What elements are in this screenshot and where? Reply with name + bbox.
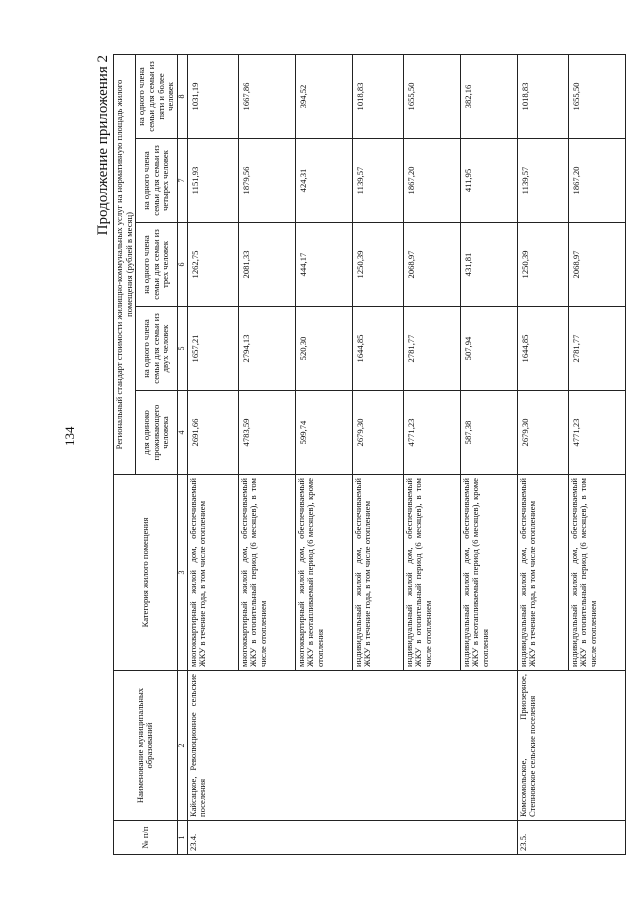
value-cell: 382,16: [460, 54, 517, 138]
row-num: 23.5.: [517, 821, 625, 855]
municipality-name: Комсомольское, Приозерное, Степновское сельские поселения: [517, 671, 625, 821]
subcol-header: на одного члена семьи для семьи из трех человек: [136, 223, 178, 307]
category-cell: многоквартирный жилой дом, обеспечиваемый ЖКУ в отопительный период (6 месяцев), в том числе отоплением: [238, 475, 295, 671]
subcol-header: на одного члена семьи для семьи из двух человек: [136, 307, 178, 391]
value-cell: 1018,83: [352, 54, 403, 138]
value-cell: 4771,23: [403, 391, 460, 475]
value-cell: 2068,97: [568, 223, 625, 307]
page-number: 134: [62, 426, 77, 446]
subcol-header: на одного члена семьи для семьи из четырех человек: [136, 139, 178, 223]
value-cell: 444,17: [295, 223, 352, 307]
value-cell: 1139,57: [352, 139, 403, 223]
col-index: 8: [177, 54, 187, 138]
housing-cost-table: [113, 54, 626, 855]
value-cell: 2794,13: [238, 307, 295, 391]
col-index: 6: [177, 223, 187, 307]
value-cell: 1250,39: [352, 223, 403, 307]
value-cell: 1151,93: [187, 139, 238, 223]
value-cell: 1250,39: [517, 223, 568, 307]
value-cell: 1867,20: [403, 139, 460, 223]
category-cell: индивидуальный жилой дом, обеспечиваемый ЖКУ в неотапливаемый период (6 месяцев), кроме отопления: [460, 475, 517, 671]
col-index: 1: [177, 821, 187, 855]
value-cell: 1655,50: [568, 54, 625, 138]
value-cell: 520,30: [295, 307, 352, 391]
value-cell: 4771,23: [568, 391, 625, 475]
value-cell: 2679,30: [352, 391, 403, 475]
column-index-row: [177, 54, 187, 854]
table-row: [517, 54, 568, 854]
value-cell: 1262,75: [187, 223, 238, 307]
header-standard: Региональный стандарт стоимости жилищно-коммунальных услуг на нормативную площадь жилого помещения (рублей в месяц): [114, 54, 136, 474]
category-cell: многоквартирный жилой дом, обеспечиваемый ЖКУ в течение года, в том числе отоплением: [187, 475, 238, 671]
value-cell: 1031,19: [187, 54, 238, 138]
value-cell: 507,94: [460, 307, 517, 391]
value-cell: 431,81: [460, 223, 517, 307]
header-category: Категория жилого помещения: [114, 475, 178, 671]
value-cell: 394,52: [295, 54, 352, 138]
value-cell: 587,38: [460, 391, 517, 475]
row-num: 23.4.: [187, 821, 517, 855]
value-cell: 1139,57: [517, 139, 568, 223]
value-cell: 1867,20: [568, 139, 625, 223]
header-name: Наименование муниципальных образований: [114, 671, 178, 821]
col-index: 7: [177, 139, 187, 223]
value-cell: 424,31: [295, 139, 352, 223]
value-cell: 411,95: [460, 139, 517, 223]
value-cell: 2781,77: [403, 307, 460, 391]
value-cell: 4783,59: [238, 391, 295, 475]
col-index: 5: [177, 307, 187, 391]
municipality-name: Кайсацкое, Революционное сельские поселения: [187, 671, 517, 821]
value-cell: 2691,66: [187, 391, 238, 475]
category-cell: индивидуальный жилой дом, обеспечиваемый ЖКУ в отопительный период (6 месяцев), в том числе отоплением: [568, 475, 625, 671]
header-row: [114, 54, 136, 854]
value-cell: 599,74: [295, 391, 352, 475]
value-cell: 1667,86: [238, 54, 295, 138]
value-cell: 2781,77: [568, 307, 625, 391]
value-cell: 2679,30: [517, 391, 568, 475]
value-cell: 1879,56: [238, 139, 295, 223]
col-index: 3: [177, 475, 187, 671]
rotated-page-content: [95, 55, 598, 855]
category-cell: индивидуальный жилой дом, обеспечиваемый ЖКУ в течение года, в том числе отоплением: [352, 475, 403, 671]
header-num: № п/п: [114, 821, 178, 855]
value-cell: 1657,21: [187, 307, 238, 391]
value-cell: 2081,33: [238, 223, 295, 307]
category-cell: многоквартирный жилой дом, обеспечиваемый ЖКУ в неотапливаемый период (6 месяцев), кроме отопления: [295, 475, 352, 671]
value-cell: 2068,97: [403, 223, 460, 307]
table-row: [187, 54, 238, 854]
subcol-header: для одиноко проживающего человека: [136, 391, 178, 475]
category-cell: индивидуальный жилой дом, обеспечиваемый ЖКУ в течение года, в том числе отоплением: [517, 475, 568, 671]
value-cell: 1655,50: [403, 54, 460, 138]
value-cell: 1644,85: [352, 307, 403, 391]
col-index: 4: [177, 391, 187, 475]
appendix-label: Продолжение приложения 2: [95, 55, 111, 236]
category-cell: индивидуальный жилой дом, обеспечиваемый ЖКУ в отопительный период (6 месяцев), в том числе отоплением: [403, 475, 460, 671]
col-index: 2: [177, 671, 187, 821]
subcol-header: на одного члена семьи для семьи из пяти и более человек: [136, 54, 178, 138]
value-cell: 1644,85: [517, 307, 568, 391]
value-cell: 1018,83: [517, 54, 568, 138]
